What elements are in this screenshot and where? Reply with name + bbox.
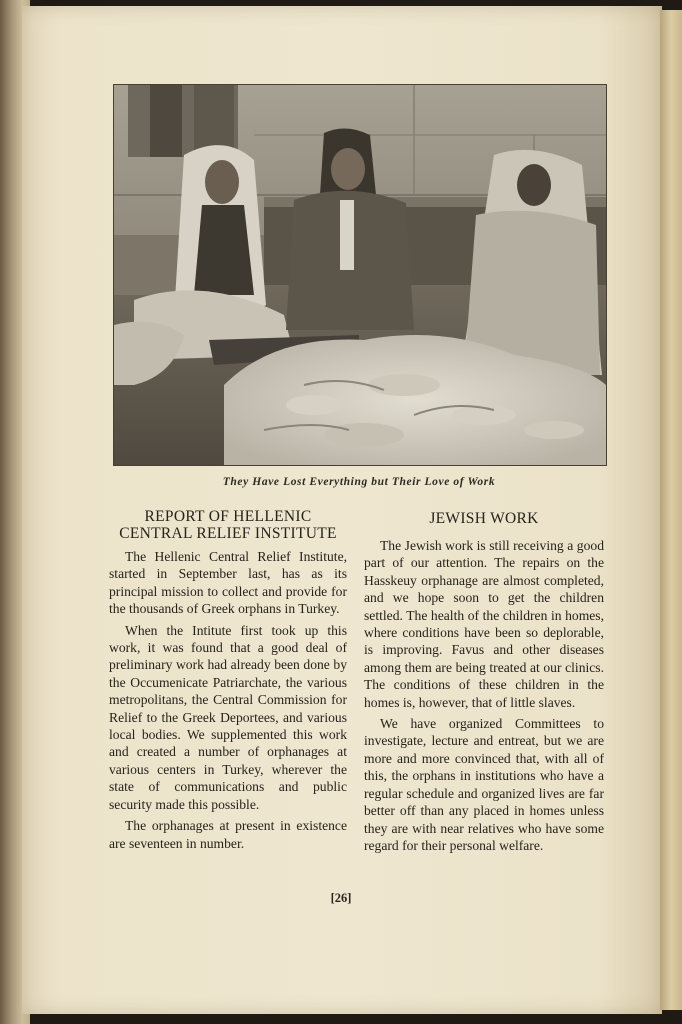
photograph-illustration [114,85,606,465]
paragraph: The orphanages at present in existence are seventeen in number. [109,818,347,851]
page-number: [26] [330,891,352,905]
right-column [364,508,604,858]
next-page-edge [660,10,682,1010]
heading-hellenic-relief: REPORT OF HELLENIC CENTRAL RELIEF INSTITUTE [119,508,337,542]
paragraph: We have organized Committees to investigate, lecture and entreat, but we are more and more convinced that, with all of this, the orphans in institutions who have a regular schedule and organized lives are far better off than any placed in homes unless they are with near relatives who have some regard for their personal welfare. [364,716,604,853]
photograph-women-sorting-wool [113,84,607,466]
paragraph: When the Intitute first took up this work, it was found that a good deal of preliminary work had already been done by the Occumenicate Patriarchate, the various metropolitans, the Central Commission for Relief to the Greek Deportees, and various local bodies. We supplemented this work and created a number of orphanages at various centers in Turkey, wherever the state of communications and public security made this possible. [109,622,347,812]
paragraph: The Hellenic Central Relief Institute, started in September last, has as its principal mission to collect and provide for the thousands of Greek orphans in Turkey. [109,549,347,617]
photo-caption: They Have Lost Everything but Their Love of Work [222,476,496,488]
heading-jewish-work: JEWISH WORK [429,510,539,527]
left-column [109,508,347,856]
paragraph: The Jewish work is still receiving a good part of our attention. The repairs on the Hasskeuy orphanage are almost completed, and we hope soon to get the children settled. The health of the children in homes, where conditions have been so deplorable, is improving. Favus and other diseases among them are being treated at our clinics. The conditions of these children in the homes is, however, that of little slaves. [364,538,604,710]
